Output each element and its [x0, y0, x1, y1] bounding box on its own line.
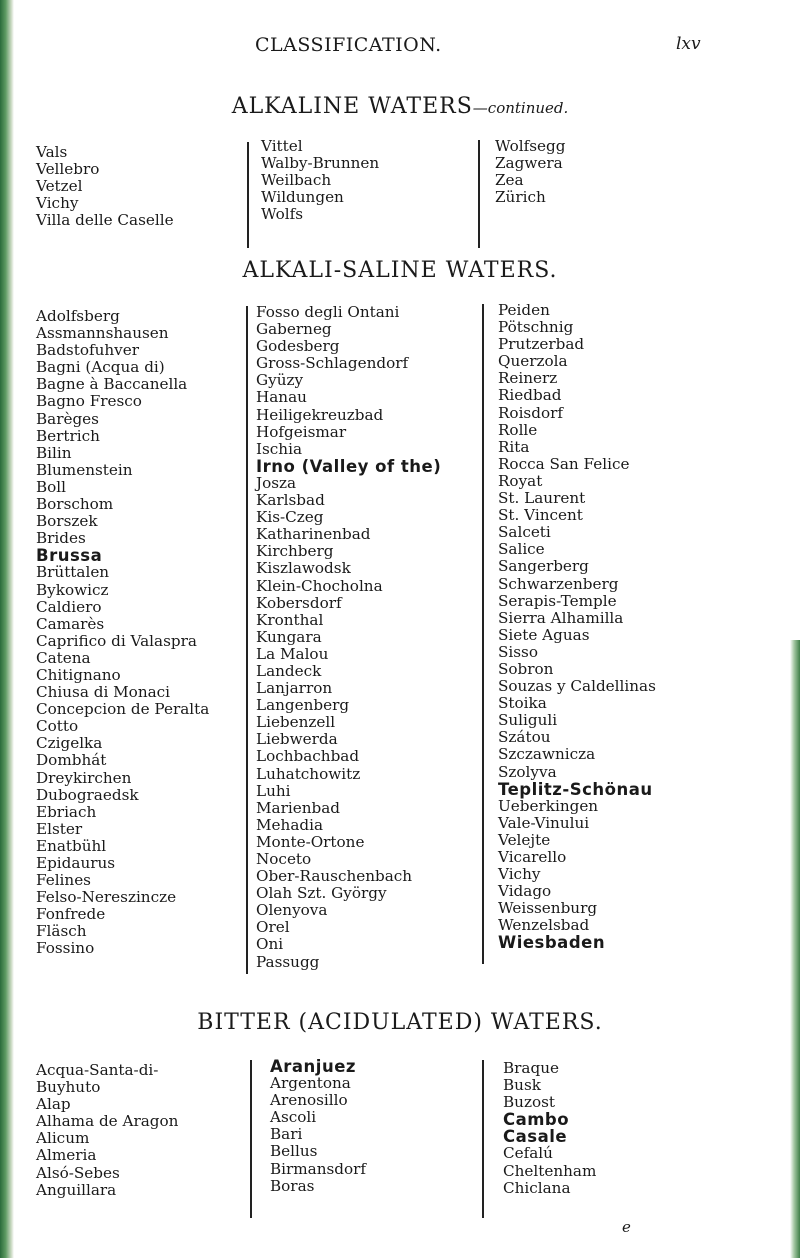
- list-item: Szolyva: [498, 762, 557, 781]
- running-title: CLASSIFICATION.: [255, 34, 442, 56]
- list-item: Olenyova: [256, 901, 328, 920]
- list-item: Zea: [495, 171, 524, 190]
- list-item: Brussa: [36, 546, 103, 566]
- list-item: Bagni (Acqua di): [36, 358, 165, 377]
- list-item: Felso-Nereszincze: [36, 888, 177, 907]
- list-item: Sierra Alhamilla: [498, 608, 624, 627]
- list-item: St. Laurent: [498, 489, 586, 508]
- list-item: Liebenzell: [256, 713, 336, 732]
- list-item: Reinerz: [498, 369, 558, 388]
- list-item: Fonfrede: [36, 905, 106, 924]
- list-item: Kiszlawodsk: [256, 559, 351, 578]
- list-item: Vicarello: [498, 848, 567, 866]
- list-item: Arenosillo: [270, 1091, 348, 1110]
- list-item: Sisso: [498, 642, 538, 661]
- list-item: Adolfsberg: [36, 307, 120, 325]
- list-item: Brides: [36, 529, 86, 548]
- list-item: Caldiero: [36, 597, 102, 616]
- list-item: Czigelka: [36, 734, 103, 753]
- list-item: Katharinenbad: [256, 525, 371, 544]
- list-item: Barèges: [36, 409, 99, 428]
- list-item: Irno (Valley of the): [256, 456, 442, 476]
- list-item: Gyüzy: [256, 371, 304, 390]
- section-title: ALKALINE WATERS: [231, 94, 473, 119]
- list-item: Landeck: [256, 661, 322, 680]
- list-item: Chiclana: [503, 1178, 571, 1197]
- list-item: Vichy: [498, 865, 541, 884]
- list-item: Wiesbaden: [498, 933, 606, 953]
- alkali-saline-column-2: [256, 304, 441, 971]
- list-item: Alsó-Sebes: [36, 1163, 120, 1182]
- list-item: Sobron: [498, 659, 554, 678]
- list-item: Chitignano: [36, 665, 121, 684]
- list-item: Argentona: [270, 1074, 351, 1093]
- continued-label: —continued.: [472, 99, 569, 117]
- list-item: Ober-Rauschenbach: [256, 867, 413, 886]
- list-item: Buyhuto: [36, 1078, 101, 1097]
- list-item: Weissenburg: [498, 899, 598, 918]
- list-item: Olah Szt. György: [256, 884, 387, 903]
- list-item: Rita: [498, 437, 530, 456]
- column-rule: [482, 1060, 484, 1218]
- list-item: Pötschnig: [498, 318, 574, 337]
- list-item: Bagno Fresco: [36, 392, 142, 411]
- list-item: Ueberkingen: [498, 796, 599, 815]
- list-item: Fossino: [36, 939, 95, 958]
- list-item: Karlsbad: [256, 491, 325, 510]
- list-item: Serapis-Temple: [498, 591, 617, 610]
- list-item: Klein-Chocholna: [256, 576, 383, 595]
- list-item: Walby-Brunnen: [261, 154, 380, 173]
- list-item: Godesberg: [256, 337, 340, 356]
- list-item: Kronthal: [256, 610, 324, 629]
- list-item: Assmannshausen: [36, 324, 169, 343]
- page-edge-right: [790, 640, 800, 1258]
- list-item: Wildungen: [261, 188, 344, 207]
- list-item: Teplitz-Schönau: [498, 779, 653, 799]
- list-item: La Malou: [256, 644, 329, 663]
- list-item: Caprifico di Valaspra: [36, 631, 197, 650]
- list-item: Wenzelsbad: [498, 916, 590, 935]
- list-item: Blumenstein: [36, 460, 133, 479]
- book-spine-edge: [0, 0, 14, 1258]
- list-item: Liebwerda: [256, 730, 338, 749]
- list-item: Borszek: [36, 512, 98, 531]
- list-item: Borschom: [36, 495, 114, 514]
- list-item: Badstofuhver: [36, 341, 139, 360]
- list-item: Luhatchowitz: [256, 764, 361, 783]
- column-rule: [482, 304, 484, 964]
- column-rule: [247, 142, 249, 248]
- list-item: Braque: [503, 1059, 559, 1077]
- list-item: Peiden: [498, 301, 550, 319]
- section-title: ALKALI-SALINE WATERS.: [242, 258, 558, 283]
- list-item: Chiusa di Monaci: [36, 683, 171, 702]
- list-item: Marienbad: [256, 798, 340, 817]
- list-item: Stoika: [498, 694, 547, 713]
- bitter-column-3: [503, 1060, 596, 1197]
- page-header: [0, 34, 800, 62]
- section-title: BITTER (ACIDULATED) WATERS.: [197, 1010, 603, 1035]
- list-item: Lanjarron: [256, 679, 333, 698]
- list-item: Kobersdorf: [256, 593, 342, 612]
- list-item: Langenberg: [256, 696, 350, 715]
- list-item: Bykowicz: [36, 580, 109, 599]
- list-item: Bellus: [270, 1142, 318, 1161]
- list-item: Luhi: [256, 781, 291, 800]
- column-rule: [250, 1060, 252, 1218]
- list-item: Almeria: [36, 1146, 97, 1165]
- list-item: Mehadia: [256, 815, 324, 834]
- list-item: Vittel: [261, 137, 303, 155]
- list-item: Vidago: [498, 882, 552, 901]
- list-item: Felines: [36, 871, 91, 890]
- list-item: Wolfsegg: [495, 137, 566, 155]
- list-item: Vellebro: [36, 160, 100, 179]
- list-item: Prutzerbad: [498, 335, 585, 354]
- list-item: Vals: [36, 143, 68, 161]
- list-item: Brüttalen: [36, 563, 110, 582]
- section-heading-alkaline: [0, 94, 800, 119]
- list-item: Hanau: [256, 388, 307, 407]
- list-item: Souzas y Caldellinas: [498, 677, 656, 696]
- list-item: Roisdorf: [498, 403, 563, 422]
- list-item: Schwarzenberg: [498, 574, 619, 593]
- section-heading-alkali-saline: [0, 258, 800, 283]
- list-item: Velejte: [498, 830, 551, 849]
- list-item: Vetzel: [36, 177, 83, 196]
- list-item: Szczawnicza: [498, 745, 596, 764]
- list-item: Lochbachbad: [256, 747, 360, 766]
- list-item: Kungara: [256, 627, 322, 646]
- list-item: Dombhát: [36, 751, 107, 770]
- list-item: Querzola: [498, 352, 568, 371]
- list-item: Boll: [36, 477, 67, 496]
- section-heading-bitter: [0, 1010, 800, 1035]
- list-item: Noceto: [256, 850, 312, 868]
- list-item: Hofgeismar: [256, 422, 347, 441]
- bitter-column-1: [36, 1062, 178, 1199]
- list-item: Sangerberg: [498, 557, 589, 576]
- list-item: Cheltenham: [503, 1161, 597, 1180]
- list-item: Heiligekreuzbad: [256, 405, 384, 424]
- list-item: Weilbach: [261, 171, 332, 190]
- list-item: Epidaurus: [36, 854, 116, 872]
- list-item: Buzost: [503, 1093, 555, 1112]
- list-item: Zagwera: [495, 154, 563, 173]
- list-item: Fläsch: [36, 922, 87, 941]
- list-item: Rolle: [498, 420, 538, 439]
- list-item: Casale: [503, 1127, 568, 1147]
- list-item: Gross-Schlagendorf: [256, 354, 409, 373]
- list-item: Aranjuez: [270, 1057, 356, 1076]
- list-item: Enatbühl: [36, 836, 107, 855]
- list-item: Concepcion de Peralta: [36, 700, 210, 719]
- list-item: Bertrich: [36, 426, 100, 445]
- list-item: Fosso degli Ontani: [256, 303, 400, 321]
- list-item: St. Vincent: [498, 506, 583, 525]
- list-item: Siete Aguas: [498, 625, 590, 644]
- list-item: Orel: [256, 918, 290, 937]
- list-item: Alap: [36, 1095, 71, 1114]
- list-item: Ischia: [256, 439, 302, 458]
- list-item: Dreykirchen: [36, 768, 132, 787]
- list-item: Zürich: [495, 188, 546, 207]
- alkaline-column-2: [261, 138, 379, 223]
- list-item: Alhama de Aragon: [36, 1112, 179, 1131]
- list-item: Dubograedsk: [36, 785, 139, 804]
- list-item: Acqua-Santa-di-: [36, 1061, 159, 1079]
- signature-mark: e: [622, 1218, 631, 1236]
- alkaline-column-1: [36, 144, 174, 229]
- list-item: Anguillara: [36, 1180, 117, 1199]
- list-item: Cefalú: [503, 1144, 553, 1163]
- list-item: Kirchberg: [256, 542, 334, 561]
- alkaline-column-3: [495, 138, 565, 206]
- list-item: Szátou: [498, 728, 551, 747]
- list-item: Busk: [503, 1076, 541, 1095]
- list-item: Camarès: [36, 614, 105, 633]
- list-item: Wolfs: [261, 205, 303, 224]
- list-item: Passugg: [256, 952, 320, 971]
- list-item: Salice: [498, 540, 545, 559]
- list-item: Bari: [270, 1125, 303, 1144]
- list-item: Kis-Czeg: [256, 508, 324, 527]
- page-number: lxv: [676, 34, 701, 54]
- list-item: Monte-Ortone: [256, 832, 365, 851]
- list-item: Cotto: [36, 717, 79, 736]
- list-item: Royat: [498, 471, 543, 490]
- alkali-saline-column-3: [498, 302, 656, 952]
- list-item: Ascoli: [270, 1108, 317, 1127]
- list-item: Boras: [270, 1176, 315, 1195]
- list-item: Salceti: [498, 523, 551, 542]
- column-rule: [478, 140, 480, 248]
- list-item: Suliguli: [498, 711, 558, 730]
- column-rule: [246, 306, 248, 974]
- list-item: Catena: [36, 648, 91, 667]
- list-item: Gaberneg: [256, 320, 332, 339]
- list-item: Alicum: [36, 1129, 90, 1148]
- list-item: Vichy: [36, 194, 79, 213]
- list-item: Oni: [256, 935, 284, 954]
- list-item: Vale-Vinului: [498, 813, 590, 832]
- bitter-column-2: [270, 1058, 366, 1195]
- list-item: Elster: [36, 819, 83, 838]
- alkali-saline-column-1: [36, 308, 209, 958]
- list-item: Birmansdorf: [270, 1159, 367, 1178]
- list-item: Villa delle Caselle: [36, 211, 174, 230]
- list-item: Bilin: [36, 443, 72, 462]
- list-item: Cambo: [503, 1110, 570, 1130]
- list-item: Rocca San Felice: [498, 454, 630, 473]
- list-item: Bagne à Baccanella: [36, 375, 188, 394]
- list-item: Ebriach: [36, 802, 97, 821]
- list-item: Josza: [256, 473, 297, 492]
- list-item: Riedbad: [498, 386, 562, 405]
